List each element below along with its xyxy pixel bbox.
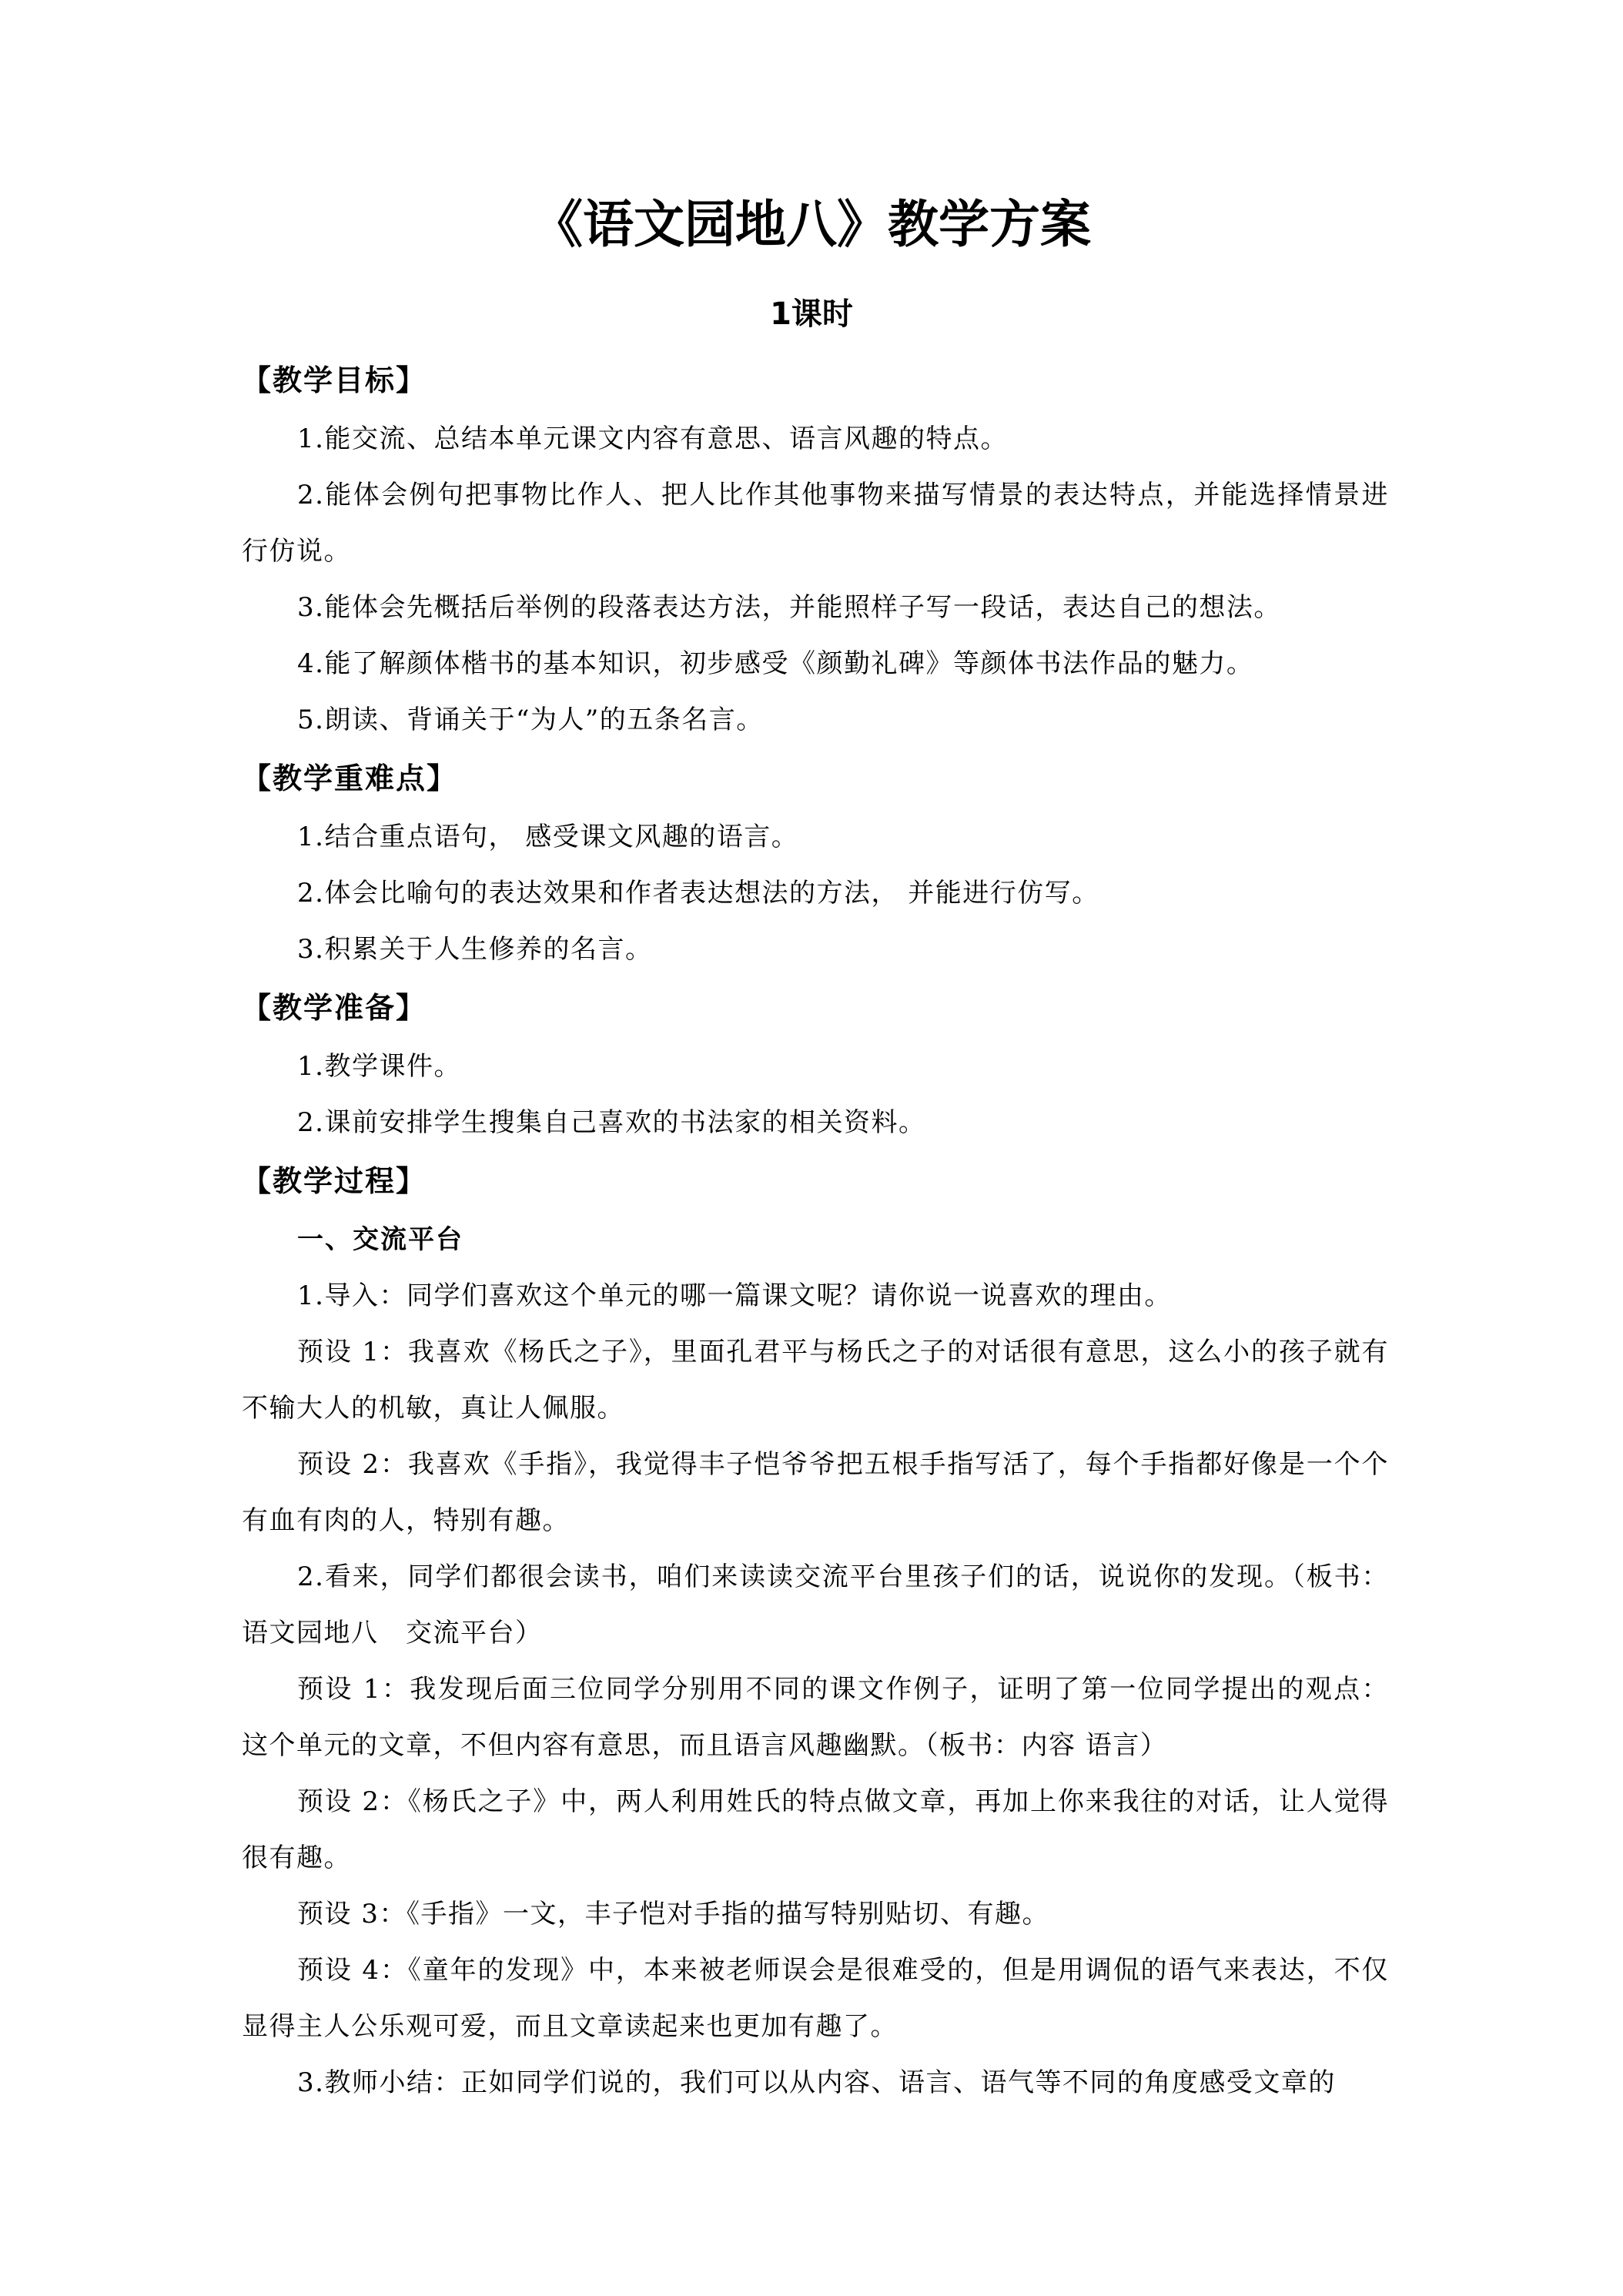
process-part-title: 一、交流平台: [297, 1224, 463, 1255]
process-paragraph: 1.导入：同学们喜欢这个单元的哪一篇课文呢？请你说一说喜欢的理由。: [297, 1280, 1172, 1311]
section-heading-preparation: 【教学准备】: [242, 991, 427, 1025]
preparation-item: 1.教学课件。: [297, 1051, 461, 1082]
key-point-item: 1.结合重点语句， 感受课文风趣的语言。: [297, 822, 799, 852]
section-heading-process: 【教学过程】: [242, 1164, 427, 1198]
key-point-item: 2.体会比喻句的表达效果和作者表达想法的方法， 并能进行仿写。: [297, 878, 1099, 909]
process-paragraph: 2.看来，同学们都很会读书，咱们来读读交流平台里孩子们的话，说说你的发现。（板书：语文园地八 交流平台）: [242, 1561, 1389, 1648]
process-paragraph: 预设 2：我喜欢《手指》，我觉得丰子恺爷爷把五根手指写活了，每个手指都好像是一个个有血有肉的人，特别有趣。: [242, 1449, 1389, 1536]
objective-item: 4.能了解颜体楷书的基本知识，初步感受《颜勤礼碑》等颜体书法作品的魅力。: [297, 648, 1254, 679]
section-heading-key-points: 【教学重难点】: [242, 761, 458, 795]
objective-item: 3.能体会先概括后举例的段落表达方法，并能照样子写一段话，表达自己的想法。: [297, 592, 1281, 623]
page-subtitle: 1课时: [770, 296, 853, 332]
process-paragraph: 预设 1：我发现后面三位同学分别用不同的课文作例子，证明了第一位同学提出的观点：这个单元的文章，不但内容有意思，而且语言风趣幽默。（板书：内容 语言）: [242, 1674, 1389, 1761]
document-body: [242, 350, 1389, 2111]
process-paragraph: 预设 2：《杨氏之子》中，两人利用姓氏的特点做文章，再加上你来我往的对话，让人觉得很有趣。: [242, 1786, 1389, 1873]
section-heading-objectives: 【教学目标】: [242, 363, 427, 397]
objective-item: 2.能体会例句把事物比作人、把人比作其他事物来描写情景的表达特点，并能选择情景进行仿说。: [242, 480, 1389, 567]
process-paragraph: 预设 4：《童年的发现》中，本来被老师误会是很难受的，但是用调侃的语气来表达，不仅显得主人公乐观可爱，而且文章读起来也更加有趣了。: [242, 1955, 1389, 2042]
preparation-item: 2.课前安排学生搜集自己喜欢的书法家的相关资料。: [297, 1107, 926, 1138]
key-point-item: 3.积累关于人生修养的名言。: [297, 934, 653, 965]
process-paragraph: 预设 3：《手指》一文，丰子恺对手指的描写特别贴切、有趣。: [297, 1899, 1049, 1930]
objective-item: 5.朗读、背诵关于“为人”的五条名言。: [297, 705, 764, 735]
process-paragraph: 预设 1：我喜欢《杨氏之子》，里面孔君平与杨氏之子的对话很有意思，这么小的孩子就有不输大人的机敏，真让人佩服。: [242, 1337, 1389, 1424]
objective-item: 1.能交流、总结本单元课文内容有意思、语言风趣的特点。: [297, 423, 1008, 454]
process-paragraph: 3.教师小结：正如同学们说的，我们可以从内容、语言、语气等不同的角度感受文章的: [297, 2067, 1336, 2098]
page-title: 《语文园地八》教学方案: [532, 195, 1091, 254]
